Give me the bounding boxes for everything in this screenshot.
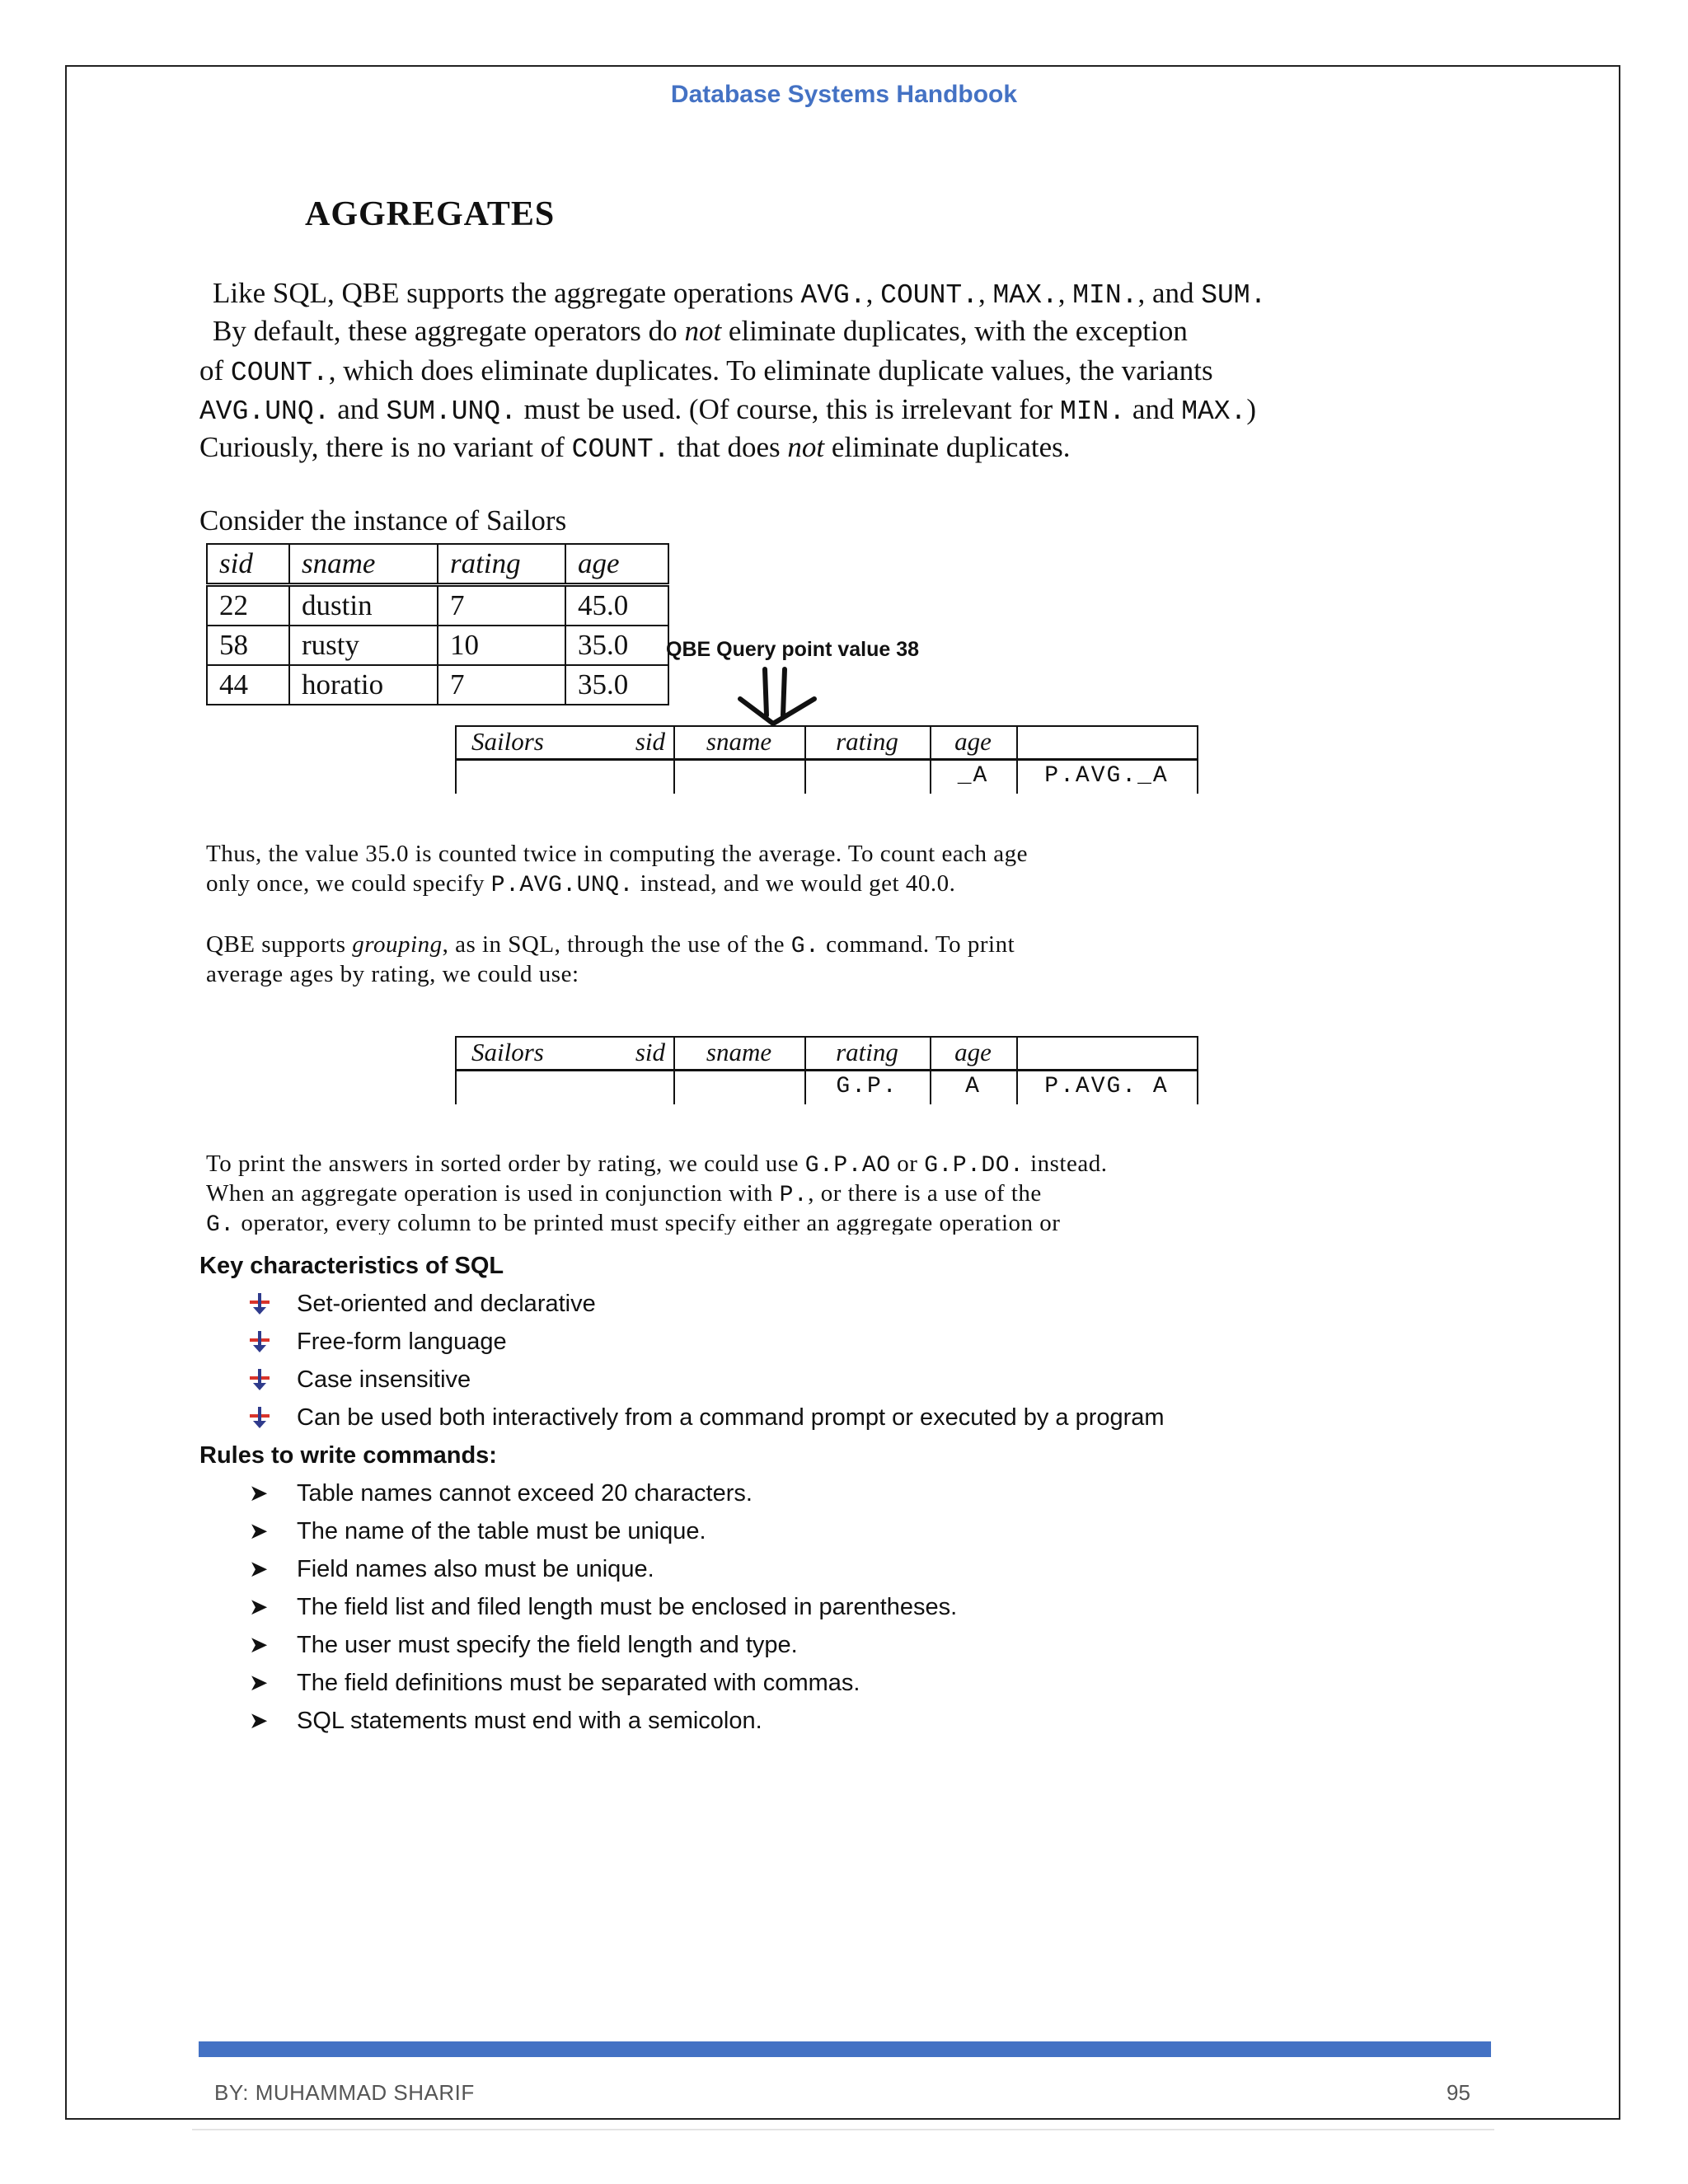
rules-title: Rules to write commands: [199,1442,497,1469]
list-item: Can be used both interactively from a command prompt or executed by a program [297,1404,1165,1431]
arrowhead-bullet-icon: ➤ [249,1631,269,1658]
arrowhead-bullet-icon: ➤ [249,1517,269,1544]
running-header: Database Systems Handbook [670,81,1018,108]
table-cell: 35.0 [565,626,668,665]
text: QBE supports [206,931,353,958]
sorted-line-2 [206,1180,1042,1208]
qbe-column-header: sname [706,727,772,756]
qbe-table-name: Sailors [471,727,544,756]
code: P. [779,1183,809,1208]
qbe-query-grid [455,725,1198,794]
column-header: age [565,544,668,585]
table-cell: 58 [207,626,289,665]
text: that does [669,431,788,463]
emphasis: grouping [352,931,443,958]
text: By default, these aggregate operators do [213,315,685,347]
table-cell: 44 [207,665,289,705]
text: Curiously, there is no variant of [199,431,572,463]
code: MAX. [1181,396,1247,427]
qbe-table-name: Sailors [471,1038,544,1066]
text: When an aggregate operation is used in conjunction with [206,1180,780,1207]
sailors-table [206,543,669,705]
qbe-cell: A [965,1074,981,1099]
table-cell: 10 [438,626,565,665]
footer-rule [199,2041,1491,2057]
code: MIN. [1072,280,1138,311]
code: AVG. [800,280,866,311]
code: COUNT. [880,280,978,311]
list-item: The name of the table must be unique. [297,1518,706,1544]
code: AVG.UNQ. [199,396,331,427]
table-cell: 22 [207,585,289,626]
intro-line-2 [213,315,1188,348]
qbe-column-header: sname [706,1038,772,1066]
arrowhead-bullet-icon: ➤ [249,1593,269,1620]
table-cell: rusty [289,626,438,665]
thus-line-2 [206,870,955,898]
text: To print the answers in sorted order by rating, we could use [206,1151,805,1177]
code: SUM. [1201,280,1267,311]
code: MAX. [992,280,1058,311]
list-item: The user must specify the field length and type. [297,1632,798,1658]
annotation-callout: QBE Query point value 38 [666,638,920,661]
grid-line [455,1069,1198,1071]
text: , [1057,277,1073,309]
column-header: rating [438,544,565,585]
text: must be used. (Of course, this is irrelevant for [516,393,1060,425]
text: of [199,354,231,387]
arrowhead-bullet-icon: ➤ [249,1669,269,1696]
grid-line [455,1036,457,1104]
list-item: Set-oriented and declarative [297,1291,596,1317]
column-header: sid [207,544,289,585]
text: , which does eliminate duplicates. To eliminate duplicate values, the variants [328,354,1213,387]
down-arrow-bullet-icon [247,1368,272,1393]
qbe-column-header: sid [635,727,665,756]
table-cell: horatio [289,665,438,705]
list-item: Field names also must be unique. [297,1556,654,1582]
table-row [207,665,668,705]
footer-author: BY: MUHAMMAD SHARIF [214,2080,475,2105]
text: command. To print [819,931,1015,958]
page-number: 95 [1447,2080,1470,2105]
text: eliminate duplicates. [824,431,1071,463]
code: G. [206,1212,235,1235]
intro-line-1 [213,277,1266,311]
code: G.P.DO. [924,1153,1025,1179]
code: G. [790,934,820,959]
intro-line-4 [199,393,1256,427]
list-item: Table names cannot exceed 20 characters. [297,1480,753,1507]
qbe-cell: G.P. [836,1074,898,1099]
sorted-line-1 [206,1151,1108,1179]
grid-line [1197,725,1198,794]
text: operator, every column to be printed must specify either an aggregate operation or [234,1210,1061,1235]
qbe-column-header: rating [836,727,898,756]
qbe-column-header: age [954,727,992,756]
thus-line-1: Thus, the value 35.0 is counted twice in computing the average. To count each age [206,841,1029,867]
down-arrow-bullet-icon [247,1406,272,1431]
qbe-cell: P.AVG. A [1044,1074,1169,1099]
code: COUNT. [571,434,670,465]
code: COUNT. [230,358,329,388]
text: , and [1137,277,1202,309]
text: , as in SQL, through the use of the [442,931,791,958]
qbe-column-header: sid [635,1038,665,1066]
intro-line-5 [199,431,1071,465]
list-item: Case insensitive [297,1366,471,1393]
qbe-grouping-grid [455,1036,1198,1104]
grid-line [455,725,457,794]
text: and [330,393,387,425]
consider-caption: Consider the instance of Sailors [199,504,567,537]
table-cell: 45.0 [565,585,668,626]
text: or [890,1151,925,1177]
list-item: Free-form language [297,1329,507,1355]
table-cell: 35.0 [565,665,668,705]
table-cell: 7 [438,665,565,705]
text: eliminate duplicates, with the exception [721,315,1188,347]
code: SUM.UNQ. [386,396,517,427]
grouping-line-2: average ages by rating, we could use: [206,961,579,987]
down-arrow-bullet-icon [247,1292,272,1317]
code: P.AVG.UNQ. [490,873,634,898]
grid-line [455,758,1198,761]
text: instead, and we would get 40.0. [633,870,956,897]
grid-line [1197,1036,1198,1104]
text: , or there is a use of the [808,1180,1042,1207]
arrowhead-bullet-icon: ➤ [249,1479,269,1507]
code: MIN. [1059,396,1126,427]
qbe-column-header: age [954,1038,992,1066]
grouping-line-1 [206,931,1015,959]
text: and [1125,393,1182,425]
section-heading: AGGREGATES [305,195,556,233]
qbe-cell: P.AVG._A [1044,763,1169,789]
sorted-line-3 [206,1210,1060,1235]
table-header-row [207,544,668,585]
list-item: The field list and filed length must be enclosed in parentheses. [297,1594,958,1620]
intro-line-3 [199,354,1213,388]
table-row [207,585,668,626]
key-characteristics-title: Key characteristics of SQL [199,1253,504,1279]
table-row [207,626,668,665]
text: instead. [1024,1151,1108,1177]
list-item: SQL statements must end with a semicolon. [297,1708,762,1734]
text: Like SQL, QBE supports the aggregate operations [213,277,801,309]
text: , [978,277,993,309]
emphasis: not [787,431,825,463]
arrowhead-bullet-icon: ➤ [249,1555,269,1582]
column-header: sname [289,544,438,585]
emphasis: not [684,315,722,347]
table-cell: 7 [438,585,565,626]
down-arrow-bullet-icon [247,1330,272,1355]
table-cell: dustin [289,585,438,626]
bottom-divider [192,2129,1494,2130]
code: G.P.AO [804,1153,891,1179]
text: ) [1246,393,1257,425]
arrowhead-bullet-icon: ➤ [249,1707,269,1734]
qbe-cell: _A [957,763,989,789]
down-arrow-icon [734,664,824,730]
text: , [865,277,881,309]
qbe-column-header: rating [836,1038,898,1066]
list-item: The field definitions must be separated with commas. [297,1670,860,1696]
text: only once, we could specify [206,870,491,897]
